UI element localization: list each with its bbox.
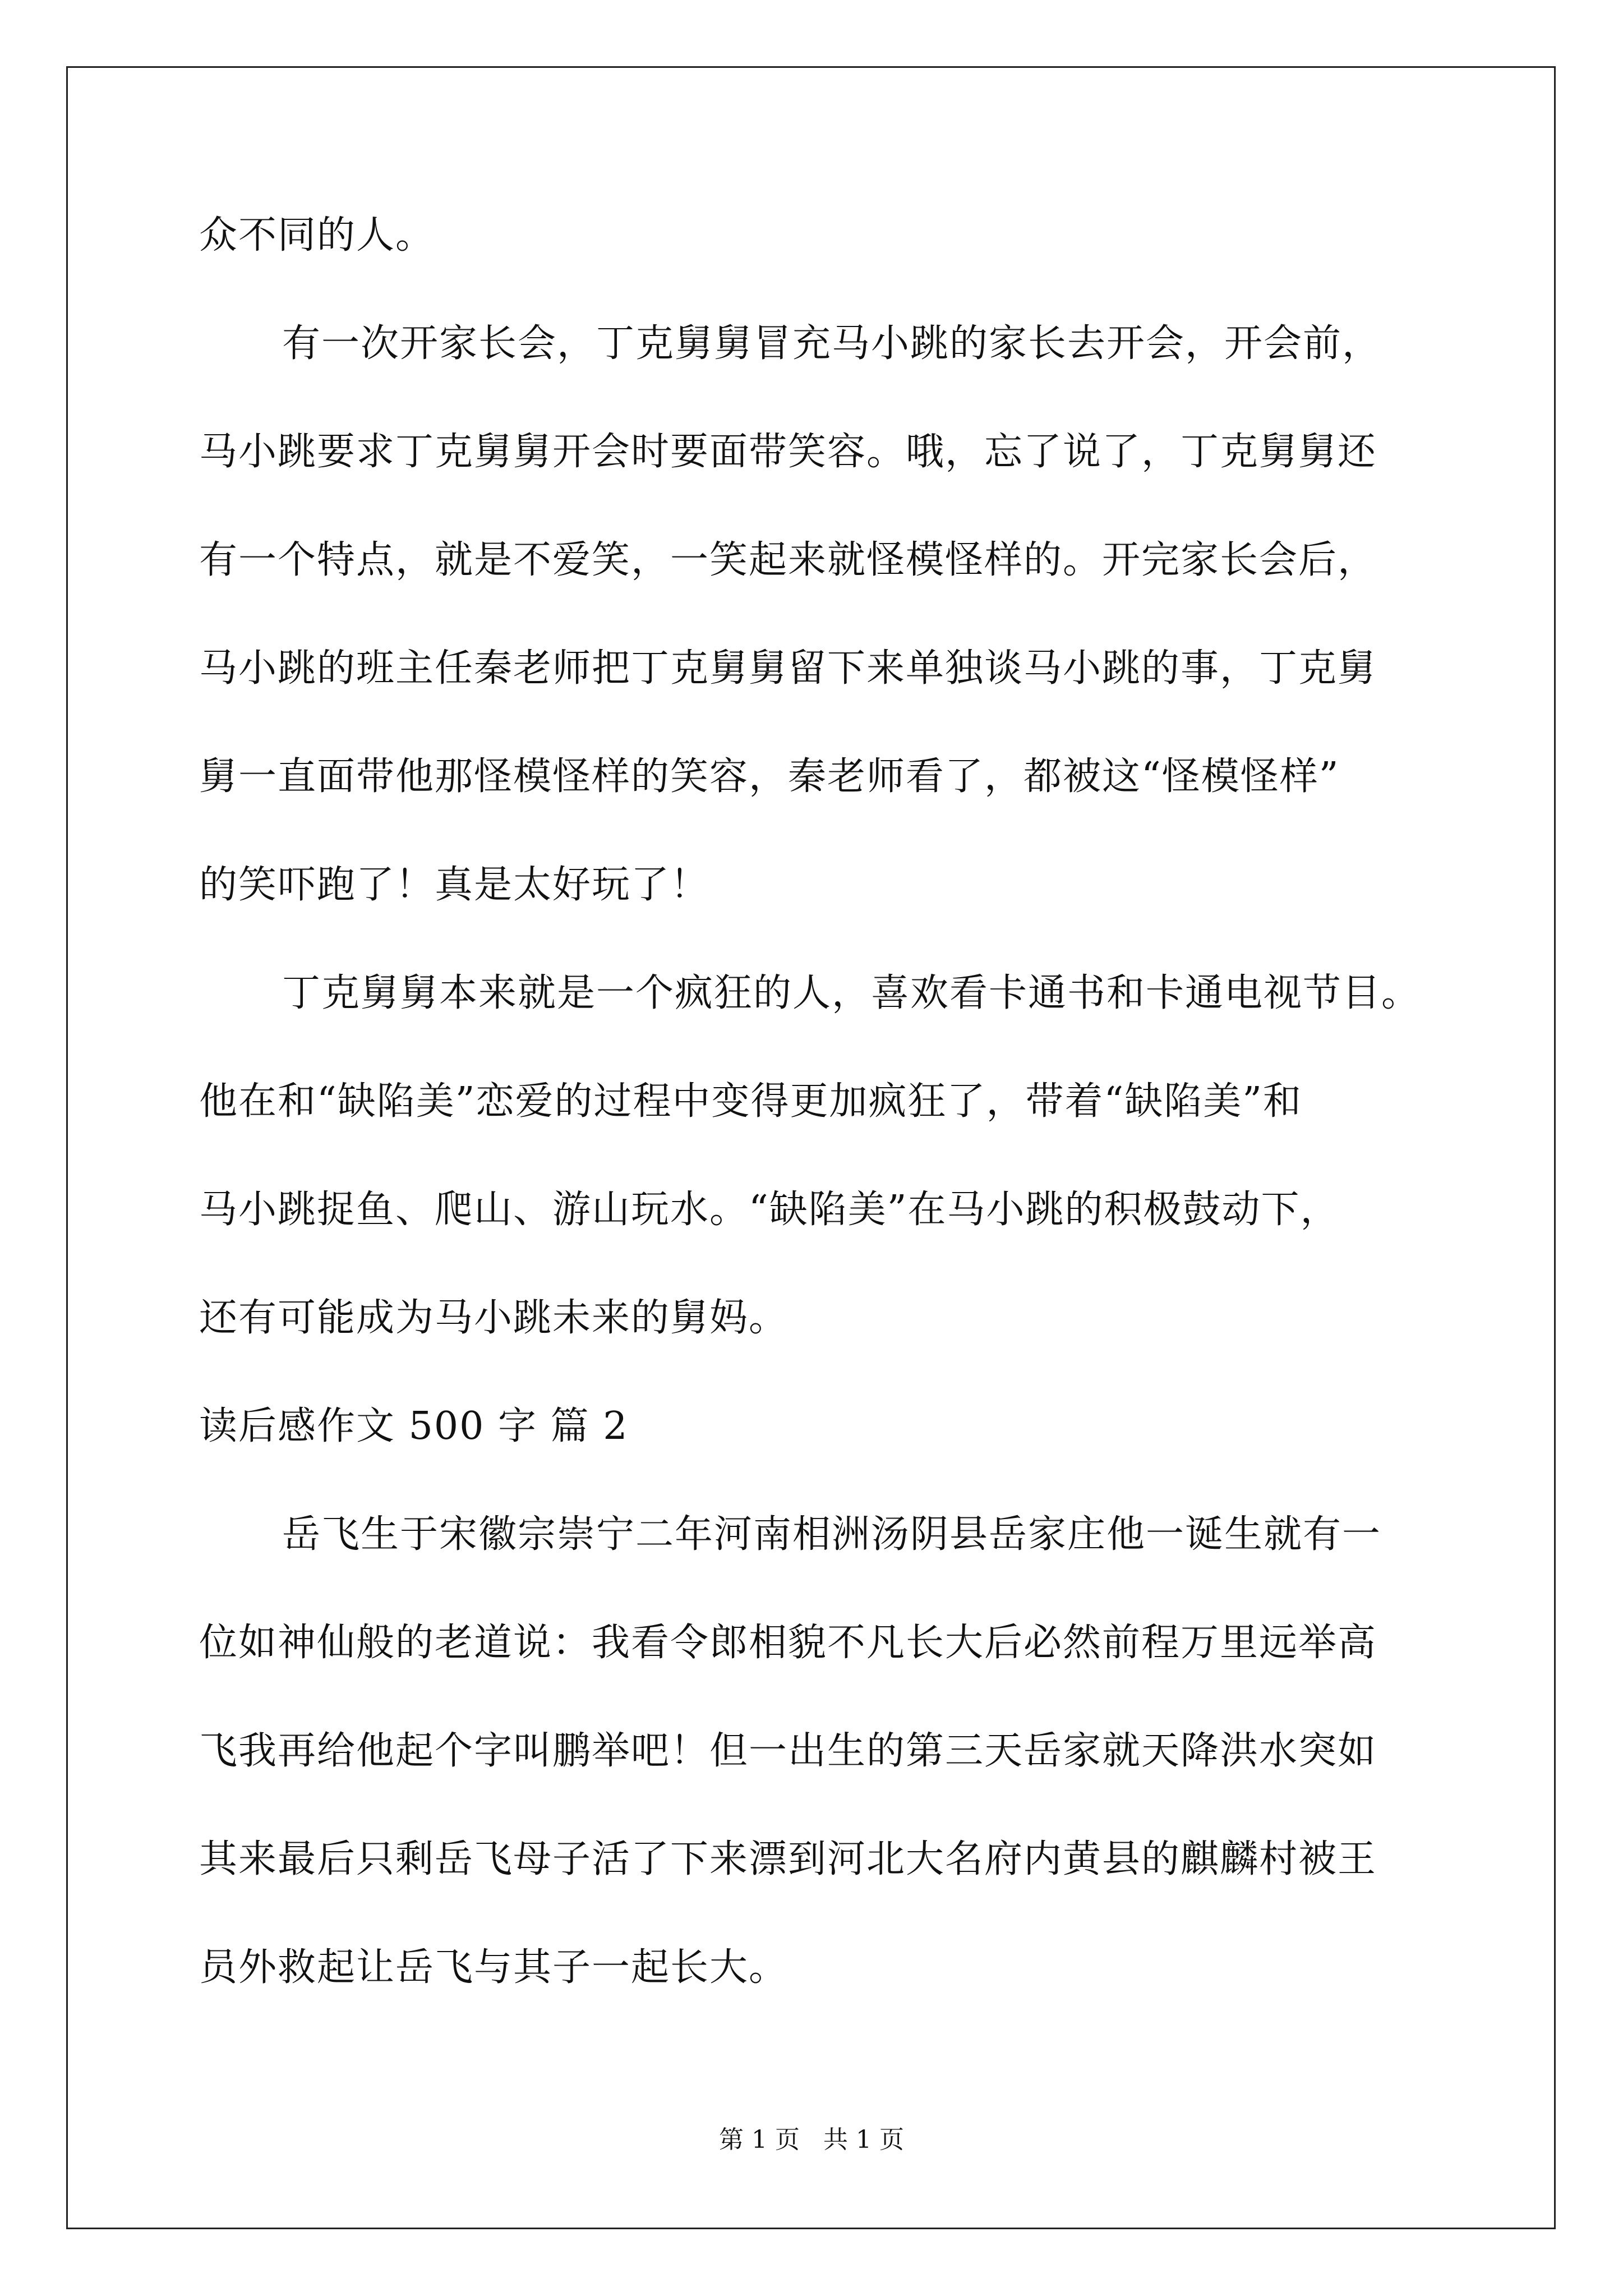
text-line-7: 的笑吓跑了！真是太好玩了！ [199, 863, 710, 907]
text-line-9: 他在和“缺陷美”恋爱的过程中变得更加疯狂了，带着“缺陷美”和 [199, 1079, 1303, 1124]
text-line-11: 还有可能成为马小跳未来的舅妈。 [199, 1296, 789, 1340]
text-line-8: 丁克舅舅本来就是一个疯狂的人，喜欢看卡通书和卡通电视节目。 [282, 971, 1421, 1015]
section-heading: 读后感作文 500 字 篇 2 [199, 1404, 629, 1448]
text-line-14: 位如神仙般的老道说：我看令郎相貌不凡长大后必然前程万里远举高 [199, 1621, 1377, 1665]
text-line-3: 马小跳要求丁克舅舅开会时要面带笑容。哦，忘了说了，丁克舅舅还 [199, 430, 1377, 474]
text-line-10: 马小跳捉鱼、爬山、游山玩水。“缺陷美”在马小跳的积极鼓动下， [199, 1188, 1340, 1232]
text-line-1: 众不同的人。 [199, 213, 435, 257]
text-line-16: 其来最后只剩岳飞母子活了下来漂到河北大名府内黄县的麒麟村被王 [199, 1837, 1377, 1881]
text-line-17: 员外救起让岳飞与其子一起长大。 [199, 1945, 789, 1990]
page-total: 共 1 页 [823, 2125, 904, 2154]
text-line-6: 舅一直面带他那怪模怪样的笑容，秦老师看了，都被这“怪模怪样” [199, 754, 1340, 799]
page-number: 第 1 页 [719, 2125, 800, 2154]
text-line-2: 有一次开家长会，丁克舅舅冒充马小跳的家长去开会，开会前， [282, 321, 1382, 366]
text-line-15: 飞我再给他起个字叫鹏举吧！但一出生的第三天岳家就天降洪水突如 [199, 1729, 1377, 1773]
text-line-4: 有一个特点，就是不爱笑，一笑起来就怪模怪样的。开完家长会后， [199, 538, 1377, 582]
text-line-5: 马小跳的班主任秦老师把丁克舅舅留下来单独谈马小跳的事，丁克舅 [199, 646, 1377, 691]
text-line-13: 岳飞生于宋徽宗崇宁二年河南相洲汤阴县岳家庄他一诞生就有一 [282, 1512, 1382, 1557]
page-footer [0, 2126, 1623, 2154]
document-body [199, 213, 1478, 2056]
